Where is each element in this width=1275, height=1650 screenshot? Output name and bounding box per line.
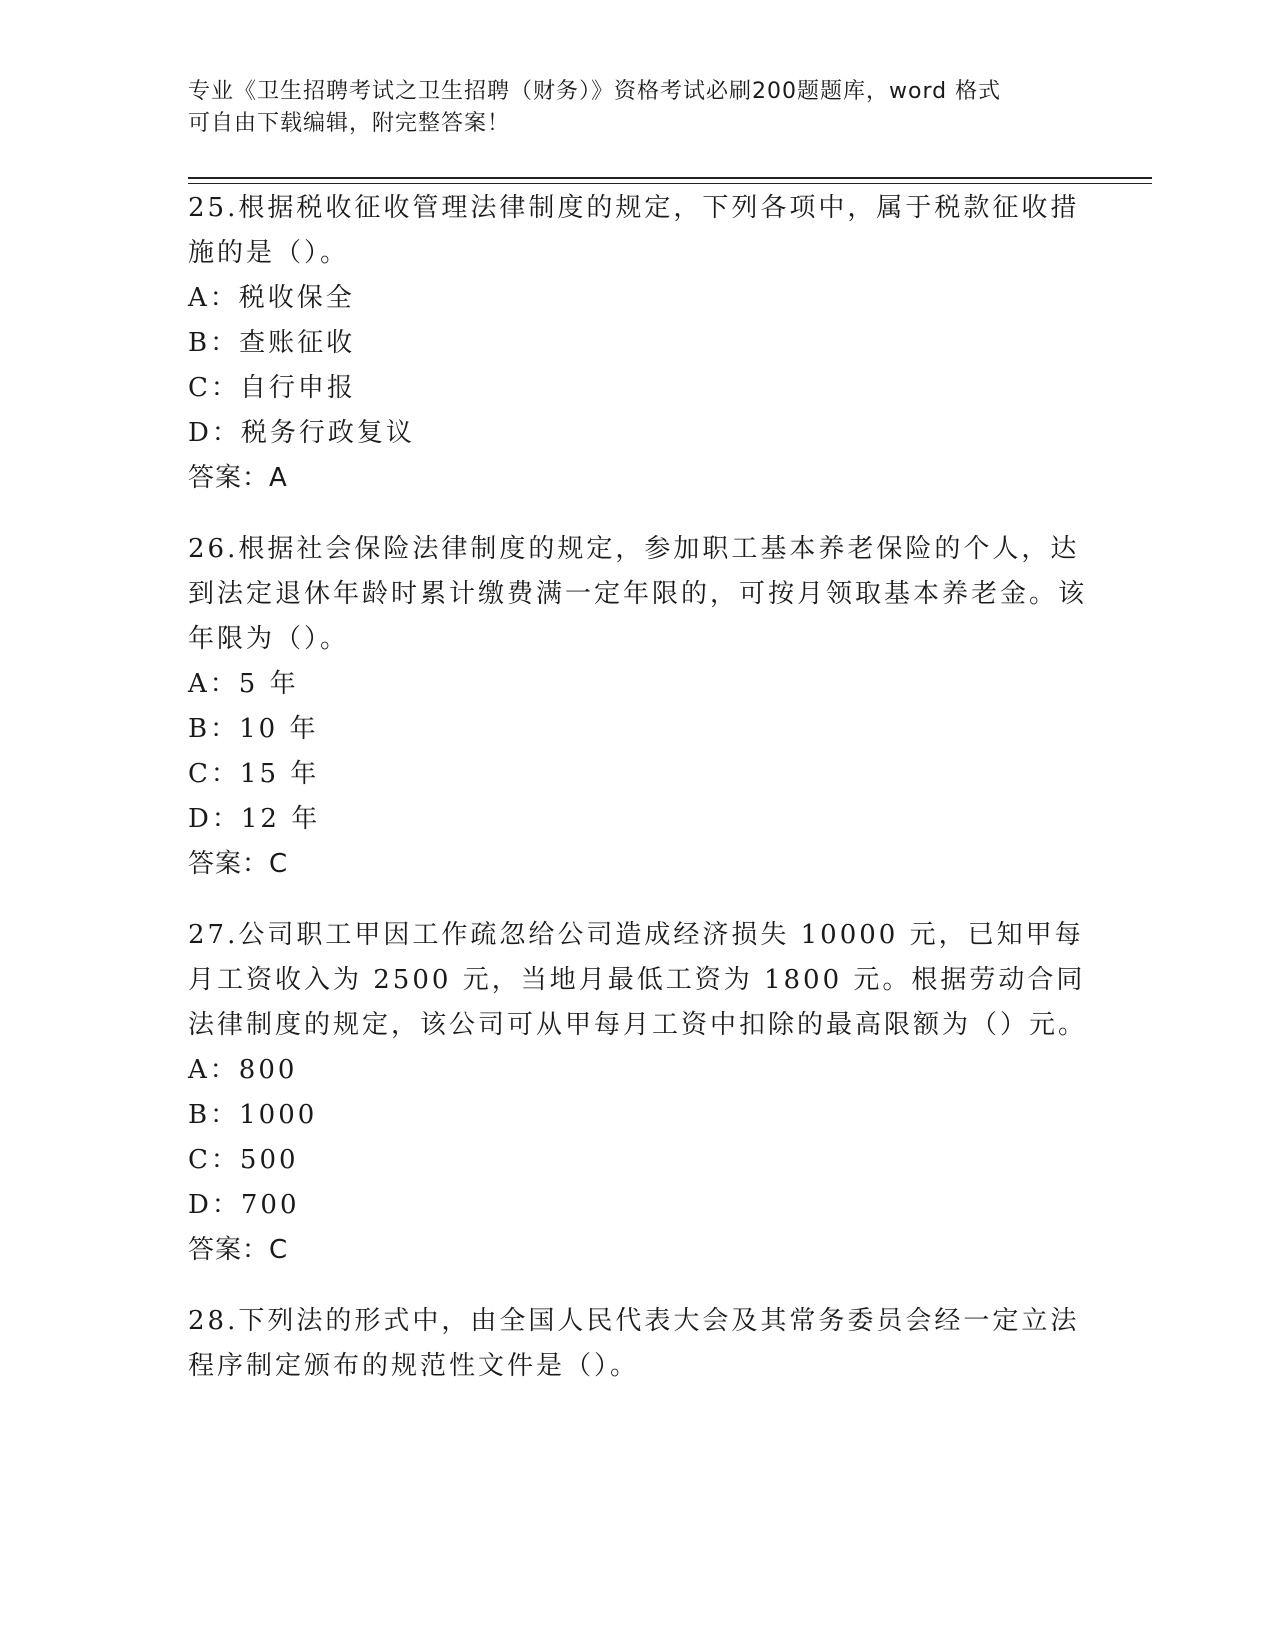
header-line-1: 专业《卫生招聘考试之卫生招聘（财务）》资格考试必刷200题题库，word 格式: [188, 79, 1002, 104]
question-25: [188, 186, 1088, 501]
option-letter: D：: [188, 418, 241, 448]
option-c: [188, 366, 1088, 411]
option-letter: A：: [188, 283, 239, 313]
answer-line: 答案：C: [188, 1235, 289, 1265]
option-a: [188, 662, 1088, 707]
question-stem: 26.根据社会保险法律制度的规定，参加职工基本养老保险的个人，达到法定退休年龄时累计缴费满一定年限的，可按月领取基本养老金。该年限为（）。: [188, 534, 1088, 654]
option-b: [188, 1093, 1088, 1138]
option-text: 10 年: [239, 714, 319, 744]
option-text: 500: [239, 1145, 299, 1175]
option-text: 税收保全: [238, 283, 355, 313]
option-letter: C：: [188, 373, 240, 403]
option-b: [188, 707, 1088, 752]
option-c: [188, 752, 1088, 797]
option-b: [188, 321, 1088, 366]
option-letter: A：: [188, 669, 239, 699]
question-27: [188, 913, 1088, 1273]
option-d: [188, 1183, 1088, 1228]
document-header: [188, 76, 1088, 140]
option-letter: C：: [188, 1145, 240, 1175]
option-d: [188, 797, 1088, 842]
answer-line: 答案：C: [188, 849, 289, 879]
option-letter: B：: [188, 714, 240, 744]
question-stem: 25.根据税收征收管理法律制度的规定，下列各项中，属于税款征收措施的是（）。: [188, 193, 1080, 268]
option-letter: D：: [188, 804, 241, 834]
option-c: [188, 1138, 1088, 1183]
option-letter: B：: [188, 1100, 240, 1130]
option-text: 5 年: [238, 669, 299, 699]
option-text: 15 年: [239, 759, 320, 789]
option-d: [188, 411, 1088, 456]
option-text: 800: [238, 1055, 298, 1085]
option-letter: C：: [188, 759, 240, 789]
option-text: 700: [240, 1190, 300, 1220]
header-divider-thin: [188, 183, 1152, 184]
question-26: [188, 527, 1088, 887]
option-letter: D：: [188, 1190, 241, 1220]
header-divider-thick: [188, 177, 1152, 179]
question-28: [188, 1299, 1088, 1389]
option-a: [188, 1048, 1088, 1093]
option-letter: A：: [188, 1055, 239, 1085]
option-text: 1000: [239, 1100, 318, 1130]
option-text: 自行申报: [239, 373, 356, 403]
option-letter: B：: [188, 328, 240, 358]
option-a: [188, 276, 1088, 321]
answer-line: 答案：A: [188, 463, 288, 493]
header-line-2: 可自由下载编辑，附完整答案！: [188, 111, 511, 136]
question-list: [188, 186, 1088, 1415]
option-text: 12 年: [240, 804, 321, 834]
option-text: 查账征收: [239, 328, 356, 358]
option-text: 税务行政复议: [240, 418, 415, 448]
question-stem: 28.下列法的形式中，由全国人民代表大会及其常务委员会经一定立法程序制定颁布的规范性文件是（）。: [188, 1306, 1080, 1381]
question-stem: 27.公司职工甲因工作疏忽给公司造成经济损失 10000 元，已知甲每月工资收入为 2500 元，当地月最低工资为 1800 元。根据劳动合同法律制度的规定，该公司可从甲每月工资中扣除的最高限额为（）元。: [188, 920, 1088, 1040]
